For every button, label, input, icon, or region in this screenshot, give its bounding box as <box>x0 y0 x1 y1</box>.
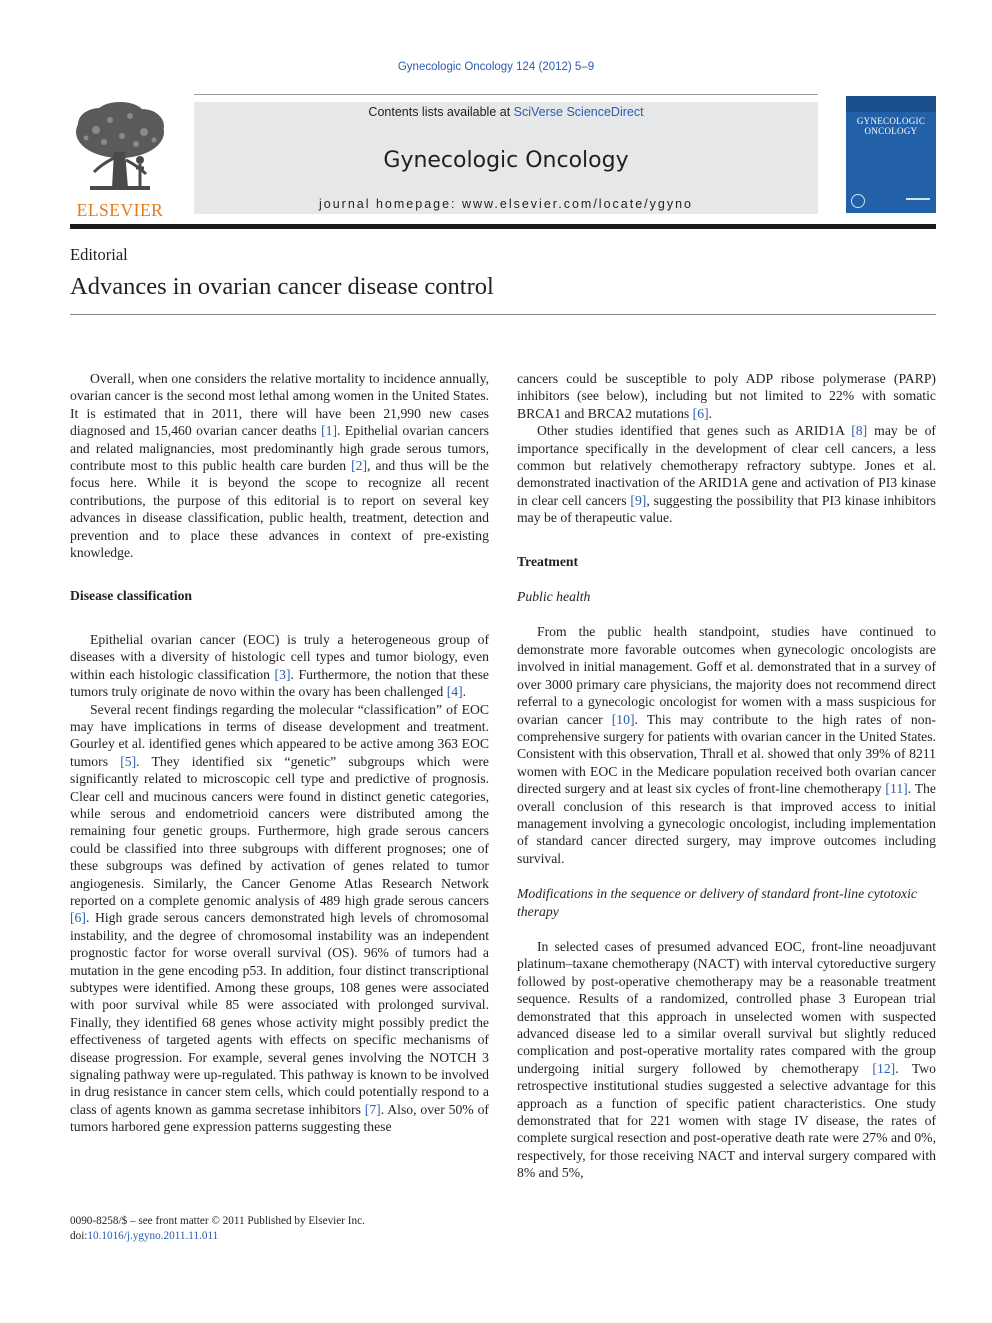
paragraph-arid1a <box>517 422 936 526</box>
journal-citation[interactable]: Gynecologic Oncology 124 (2012) 5–9 <box>397 61 595 73</box>
text-run: . <box>708 405 713 421</box>
text-run: From the public health standpoint, studies have continued to demonstrate more favorable outcomes when gynecologic oncologists are involved in initial management. Goff et al. demonstrated that in a survey of over 3000 primary care physicians, the majority does not recommend direct referral to a gynecologic oncologist for women with a mass suspicious for ovarian cancer <box>517 624 936 727</box>
cover-header-band <box>846 96 936 112</box>
doi-link[interactable]: 10.1016/j.ygyno.2011.11.011 <box>87 1229 219 1242</box>
paragraph-parp <box>517 370 936 422</box>
elsevier-wordmark: ELSEVIER <box>76 200 164 220</box>
cover-seal-icon <box>851 194 865 208</box>
contents-available-line <box>194 105 818 119</box>
reference-link[interactable]: [1] <box>321 423 338 439</box>
article-title: Advances in ovarian cancer disease control <box>70 273 494 300</box>
reference-link[interactable]: [11] <box>885 781 908 797</box>
title-divider <box>70 314 936 315</box>
text-run: . Epithelial ovarian cancers and related malignancies, most predominantly high grade serous tumors, contribute most to this public health care burden <box>70 423 489 474</box>
subsection-heading-modifications: Modifications in the sequence or delivery of standard front-line cytotoxic therapy <box>517 886 918 919</box>
text-run: , and thus will be the focus here. While it is beyond the scope to recognize all recent contributions, the purpose of this editorial is to report on several key advances in disease classification, public health, treatment, detection and prevention and to place these advances in context of pre-existing knowledge. <box>70 458 490 561</box>
text-run: . They identified six “genetic” subgroups which were significantly related to microscopic cell type and predictive of prognosis. Clear cell and mucinous cancers were found in distinct genetic categories, while serous and endometrioid cancers were distributed among the remaining four genetic groups. Furthermore, high grade serous cancers could be classified into three subgroups with different prognoses; one of these subgroups was defined by activation of genes related to tumor angiogenesis. Similarly, the Cancer Genome Atlas Research Network reported on a complete genomic analysis of 489 high grade serous cancers <box>70 753 489 908</box>
issn-line: 0090-8258/$ – see front matter © 2011 Published by Elsevier Inc. <box>70 1215 365 1227</box>
text-run: Several recent findings regarding the molecular “classification” of EOC may have implications in terms of disease development and treatment. Gourley et al. identified genes which appeared to be active among 363 EOC tumors <box>70 701 489 769</box>
text-run: . Two retrospective institutional studies suggested a selective advantage for this approach as a function of specific patient characteristics. One study demonstrated that for 221 women with stage IV disease, the rates of complete surgical resection and post-operative death rate were 27% and 0%, respectively, for those receiving NACT and interval surgery compared with 8% and 5%, <box>517 1060 936 1181</box>
reference-link[interactable]: [10] <box>611 711 635 727</box>
text-run: . Also, over 50% of tumors harbored gene expression patterns suggesting these <box>70 1101 489 1135</box>
header-divider <box>70 224 936 229</box>
paragraph-eoc <box>70 631 489 701</box>
article-type: Editorial <box>70 245 128 264</box>
text-run: . This may contribute to the high rates of non-comprehensive surgery for patients with ovarian cancer in the United States. Consistent with this observation, Thrall et al. showed that only 39% of 8211 women with EOC in the Medicare population received both ovarian cancer directed surgery and at least six cycles of front-line chemotherapy <box>517 711 936 797</box>
journal-homepage-link[interactable]: journal homepage: www.elsevier.com/locate/ygyno <box>318 197 693 211</box>
text-run: . <box>462 684 467 700</box>
reference-link[interactable]: [8] <box>851 423 868 439</box>
journal-masthead <box>194 102 818 214</box>
text-run: . The overall conclusion of this research is that improved access to initial management involving a gynecologic oncologist, including implementation of standard cancer directed surgery, may improve outcomes including survival. <box>517 781 936 866</box>
journal-cover-thumbnail[interactable] <box>846 96 936 213</box>
section-heading-treatment: Treatment <box>517 553 579 569</box>
reference-link[interactable]: [4] <box>446 684 463 700</box>
text-run: Epithelial ovarian cancer (EOC) is truly a heterogeneous group of diseases with a diversity of histologic cell types and tumor biology, even within each histologic classification <box>70 631 489 682</box>
text-run: Other studies identified that genes such as ARID1A <box>537 423 852 439</box>
journal-name: Gynecologic Oncology <box>383 148 629 173</box>
text-run: Overall, when one considers the relative mortality to incidence annually, ovarian cancer is the second most lethal among women in the United States. It is estimated that in 2011, there will have been 21,990 new cases diagnosed and 15,460 ovarian cancer deaths <box>70 371 489 439</box>
text-run: In selected cases of presumed advanced EOC, front-line neoadjuvant platinum–taxane chemotherapy (NACT) with interval cytoreductive surgery followed by post-operative chemotherapy may be a reasonable treatment sequence. Results of a randomized, controlled phase 3 European trial demonstrated that this approach in unselected women with suspected advanced disease led to a similar overall survival but slightly reduced complication and post-operative mortality rates compared with the group undergoing initial surgery followed by chemotherapy <box>517 938 936 1076</box>
text-run: may be of importance specifically in the development of clear cell cancers, a less common but relatively chemotherapy refractory subtype. Jones et al. demonstrated inactivation of the ARID1A gene and activation of PI3 kinase in clear cell cancers <box>517 423 936 508</box>
text-run: , suggesting the possibility that PI3 kinase inhibitors may be of therapeutic value. <box>517 492 936 526</box>
section-heading-disease-classification: Disease classification <box>70 588 193 604</box>
text-run: . Furthermore, the notion that these tumors truly originate de novo within the ovary has been challenged <box>70 666 489 700</box>
paragraph-molecular <box>70 701 489 1136</box>
text-run: . High grade serous cancers demonstrated high levels of chromosomal instability, and the degree of chromosomal instability was an independent prognostic factor for worse overall survival (OS). 96% of tumors had a mutation in the gene encoding p53. In addition, four distinct transcriptional subtypes were identified. Among these groups, 108 genes were associated with poor survival while 85 were associated with prolonged survival. Finally, they identified 68 genes whose activity might possibly predict the effectiveness of targeted agents with effects on specific mechanisms of disease progression. For example, several genes involving the NOTCH 3 signaling pathway were up-regulated. This pathway is known to be involved in drug resistance in cancer stem cells, which could potentially respond to a class of agents known as gamma secretase inhibitors <box>70 910 489 1117</box>
reference-link[interactable]: [12] <box>872 1060 896 1076</box>
subsection-heading-public-health: Public health <box>517 589 591 605</box>
reference-link[interactable]: [5] <box>120 753 137 769</box>
reference-link[interactable]: [3] <box>274 666 291 682</box>
paragraph-public-health <box>517 623 936 867</box>
cover-footer-mark <box>906 198 930 200</box>
contents-prefix: Contents lists available at <box>368 105 511 119</box>
right-column <box>517 370 936 1182</box>
reference-link[interactable]: [9] <box>630 492 647 508</box>
cover-title: GYNECOLOGIC ONCOLOGY <box>856 116 926 136</box>
doi-line <box>70 1229 365 1244</box>
left-column <box>70 370 489 1136</box>
reference-link[interactable]: [6] <box>70 910 86 926</box>
text-run: cancers could be susceptible to poly ADP ribose polymerase (PARP) inhibitors (see below), including but not limited to 22% with somatic BRCA1 and BRCA2 mutations <box>517 371 936 421</box>
journal-banner <box>70 94 936 220</box>
elsevier-logo[interactable] <box>70 102 170 220</box>
masthead-top-rule <box>194 94 818 95</box>
reference-link[interactable]: [7] <box>364 1101 381 1117</box>
reference-link[interactable]: [6] <box>692 405 709 421</box>
reference-link[interactable]: [2] <box>351 458 368 474</box>
paragraph-intro <box>70 370 489 561</box>
page-footer <box>70 1214 365 1243</box>
paragraph-nact <box>517 938 936 1182</box>
doi-prefix: doi: <box>70 1229 88 1242</box>
elsevier-tree-icon <box>70 102 170 198</box>
sciencedirect-link[interactable]: SciVerse ScienceDirect <box>513 105 644 119</box>
